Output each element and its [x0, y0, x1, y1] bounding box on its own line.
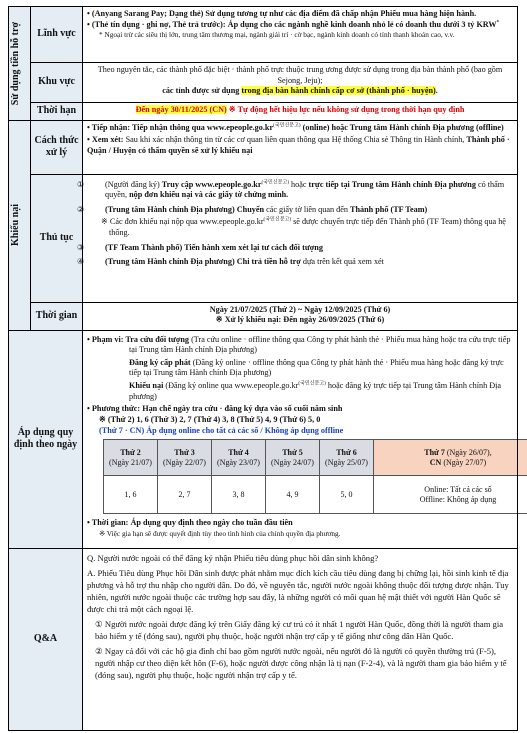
row-khu-vuc — [9, 63, 518, 103]
row-thu-tuc — [9, 174, 518, 302]
day-head-5: Thứ 6 (Ngày 25/07) — [320, 440, 374, 476]
step-4-text: dựa trên kết quả xem xét — [300, 257, 384, 267]
phuong-thuc-text: Hạn chế ngày tra cứu · đăng ký dựa vào số cuối năm sinh — [142, 404, 343, 414]
row-thoi-han — [9, 103, 518, 121]
label-linh-vuc: Lĩnh vực — [31, 7, 83, 63]
day-value-2: 2, 7 — [158, 476, 212, 514]
tiep-nhan-label: • Tiếp nhận: — [87, 122, 132, 132]
cell-thoi-gian — [83, 302, 518, 330]
pham-vi-label: • Phạm vi: — [87, 334, 126, 344]
pham-vi-complaint-sup: (국민신문고) — [298, 381, 326, 387]
cell-thoi-han — [83, 103, 518, 121]
step-1-submit: nộp đơn khiếu nại và các giấy tờ chứng minh. — [129, 190, 289, 200]
day-value-3: 3, 8 — [212, 476, 266, 514]
day-head-weekend: Thứ 7 (Ngày 26/07), CN (Ngày 27/07) — [374, 440, 527, 476]
thoi-gian-range: Ngày 21/07/2025 (Thứ 2) ~ Ngày 12/09/2025 (Thứ 6) — [209, 304, 391, 314]
day-head-1: Thứ 2 (Ngày 21/07) — [104, 440, 158, 476]
khu-vuc-line-1: Theo nguyên tắc, các thành phố đặc biệt · thành phố trực thuộc trung ương được sử dụng trong địa bàn thành phố (bao gồm Sejong, Jeju); — [97, 65, 503, 85]
step-2-target: Thành phố (TF Team) — [349, 204, 428, 214]
khu-vuc-highlight: trong địa bàn hành chính cấp cơ sở (thành phố · huyện) — [241, 86, 436, 96]
step-3-number: ③ — [77, 242, 85, 252]
day-head-3: Thứ 4 (Ngày 23/07) — [212, 440, 266, 476]
xem-xet-label: • Xem xét: — [87, 135, 126, 145]
label-thu-tuc: Thủ tục — [31, 174, 83, 302]
label-qa: Q&A — [9, 548, 83, 730]
step-3-text: (TF Team Thành phố) Tiến hành xem xét lại tư cách đối tượng — [105, 242, 323, 252]
step-1-mid: có thẩm quyền, — [105, 179, 505, 200]
row-linh-vuc — [9, 7, 518, 63]
cell-cach-thuc — [83, 120, 518, 174]
label-rule: Áp dụng quy định theo ngày — [9, 330, 83, 548]
step-4-number: ④ — [77, 257, 85, 267]
section-usage-label: Sử dụng tiền hỗ trợ — [10, 21, 21, 105]
step-1-or: hoặc — [288, 179, 309, 189]
day-value-weekend: Online: Tất cả các số Offline: Không áp dụng — [374, 476, 527, 514]
tiep-nhan-offline: Trung tâm Hành chính Địa phương (offline) — [349, 122, 504, 132]
label-cach-thuc: Cách thức xử lý — [31, 120, 83, 174]
day-table — [103, 439, 527, 514]
cell-thu-tuc — [77, 174, 518, 302]
xem-xet-authority: Thành phố · Quận / Huyện có thẩm quyền sẽ xử lý khiếu nại — [87, 135, 510, 155]
day-head-2: Thứ 3 (Ngày 22/07) — [158, 440, 212, 476]
linh-vuc-sup: * — [496, 19, 500, 25]
qa-point-1-number: ① — [95, 618, 103, 629]
qa-point-2-number: ② — [95, 645, 103, 656]
section-complaint-label: Khiếu nại — [10, 204, 21, 246]
phuong-thuc-label: • Phương thức: — [87, 404, 143, 414]
thoi-gian-rule-note: ※ Việc gia hạn sẽ được quyết định tùy theo tình hình của chính quyền địa phương. — [99, 529, 341, 539]
pham-vi-lookup-desc: (Tra cứu online · offline thông qua Công ty phát hành thẻ · Phiếu mua hàng hoặc tra cứu trực tiếp tại Trung tâm Hành chính Địa phương) — [129, 334, 511, 355]
policy-table — [8, 6, 518, 731]
cell-linh-vuc — [83, 7, 518, 63]
linh-vuc-note: * Ngoại trừ các siêu thị lớn, trung tâm thương mại, ngành giải trí · cờ bạc, ngành kinh doanh có tính thanh khoản cao, v.v. — [99, 30, 455, 40]
day-value-5: 5, 0 — [320, 476, 374, 514]
step-2-text: các giấy tờ liên quan đến — [264, 204, 350, 214]
step-2-note-sup: (국민신문고) — [263, 217, 292, 223]
step-1-actor: (Người đăng ký) — [105, 179, 162, 189]
phuong-thuc-list: ※ (Thứ 2) 1, 6 (Thứ 3) 2, 7 (Thứ 4) 3, 8 (Thứ 5) 4, 9 (Thứ 6) 5, 0 — [99, 415, 321, 425]
policy-document — [8, 6, 518, 728]
khu-vuc-line-2c: . — [435, 86, 438, 96]
row-cach-thuc — [9, 120, 518, 174]
qa-point-1: Người nước ngoài được đăng ký trên Giấy đăng ký cư trú có ít nhất 1 người Hàn Quốc, đồng thời là người tham gia bảo hiểm y tế (đóng sau), người phụ thuộc, hoặc người nhận trợ cấp y tế giống như công dân Hàn Quốc. — [95, 618, 504, 641]
day-table-header — [104, 440, 527, 476]
cell-khu-vuc — [83, 63, 518, 103]
pham-vi-lookup: Tra cứu đối tượng — [125, 334, 190, 344]
step-1-offline: trực tiếp tại Trung tâm Hành chính Địa phương — [308, 179, 476, 189]
step-1-sup: (국민신문고) — [261, 179, 289, 185]
thoi-han-date: Đến ngày 30/11/2025 (CN) — [135, 105, 227, 114]
linh-vuc-line-2: • (Thẻ tín dụng · ghi nợ, Thẻ trả trước): Áp dụng cho các ngành nghề kinh doanh nhỏ lẻ có doanh thu dưới 3 tỷ KRW — [87, 19, 497, 29]
day-value-1: 1, 6 — [104, 476, 158, 514]
step-2-note-b: sẽ được chuyển trực tiếp đến Thành phố (TF Team) thông qua hệ thống. — [109, 217, 506, 238]
section-usage — [9, 7, 31, 121]
pham-vi-register: Đăng ký cấp phát — [129, 357, 191, 367]
tiep-nhan-sup: (국민신문고) — [273, 122, 301, 128]
qa-answer: A. Phiếu Tiêu dùng Phục hồi Dân sinh được phát nhằm mục đích kích cầu tiêu dùng đang bị chững lại, hồi sinh kinh tế địa phương và hỗ trợ thu nhập cho người dân. Do đó, về nguyên tắc, người nước ngoài không thuộc đối tượng được nhận. Tuy nhiên, người nước ngoài thuộc các trường hợp sau đây, là những người có mối quan hệ mật thiết với người Hàn Quốc sẽ được chi trả một cách ngoại lệ. — [87, 567, 509, 614]
day-value-4: 4, 9 — [266, 476, 320, 514]
khu-vuc-line-2a: các tỉnh được sử dụng — [162, 86, 242, 96]
day-table-values — [104, 476, 527, 514]
thoi-gian-rule-label: • Thời gian: — [87, 518, 131, 528]
pham-vi-register-desc: (Đăng ký online · offline thông qua Công ty phát hành thẻ · Phiếu mua hàng hoặc đăng ký trực tiếp tại Trung tâm Hành chính Địa phương) — [129, 357, 504, 378]
step-1-access: Truy cập www.epeople.go.kr — [161, 179, 262, 189]
cell-qa — [83, 548, 518, 730]
qa-point-2: Ngay cả đối với các hộ gia đình chỉ bao gồm người nước ngoài, nếu người đó là người có quyền thường trú (F-5), người nhập cư theo diện kết hôn (F-6), hoặc người được công nhận là tị nạn (F-2-4), và là người tham gia bảo hiểm y tế (đóng sau), người phụ thuộc, hoặc người nhận trợ cấp y tế. — [95, 645, 507, 680]
thoi-gian-deadline: ※ Xử lý khiếu nại: Đến ngày 26/09/2025 (Thứ 6) — [215, 315, 385, 325]
thoi-han-note: ※ Tự động hết hiệu lực nếu không sử dụng trong thời hạn quy định — [226, 105, 465, 114]
step-1-number: ① — [77, 179, 85, 189]
qa-question: Q. Người nước ngoài có thể đăng ký nhận Phiếu tiêu dùng phục hồi dân sinh không? — [87, 552, 379, 563]
tiep-nhan-or: (online) hoặc — [300, 122, 350, 132]
linh-vuc-line-1: • (Anyang Sarang Pay; Dạng thẻ) Sử dụng tương tự như các địa điểm đã chấp nhận Phiếu mua hàng hiện hành. — [87, 9, 477, 18]
pham-vi-complaint: Khiếu nại — [129, 381, 164, 391]
row-rule — [9, 330, 518, 548]
row-thoi-gian — [9, 302, 518, 330]
day-head-4: Thứ 5 (Ngày 24/07) — [266, 440, 320, 476]
step-2-note-a: ※ Các đơn khiếu nại nộp qua www.epeople.go.kr — [101, 217, 264, 227]
label-thoi-han: Thời hạn — [31, 103, 83, 121]
step-4-actor: (Trung tâm Hành chính Địa phương) Chi trả tiền hỗ trợ — [105, 257, 301, 267]
label-khu-vuc: Khu vực — [31, 63, 83, 103]
label-thoi-gian: Thời gian — [31, 302, 83, 330]
thoi-gian-rule-text: Áp dụng quy định theo ngày cho tuần đầu tiên — [130, 518, 293, 528]
xem-xet-text: Sau khi xác nhận thông tin từ các cơ quan liên quan thông qua Hệ thống Chia sẻ Thông tin Hành chính, — [125, 135, 467, 145]
cell-rule — [83, 330, 518, 548]
step-2-actor: (Trung tâm Hành chính Địa phương) Chuyển — [105, 204, 265, 214]
phuong-thuc-weekend-note: (Thứ 7 · CN) Áp dụng online cho tất cả các số / Không áp dụng offline — [99, 425, 344, 435]
pham-vi-complaint-desc-a: (Đăng ký online qua www.epeople.go.kr — [163, 381, 299, 391]
row-qa — [9, 548, 518, 730]
tiep-nhan-text: Tiếp nhận thông qua www.epeople.go.kr — [131, 122, 274, 132]
step-2-number: ② — [77, 204, 85, 214]
section-complaint — [9, 120, 31, 330]
pham-vi-complaint-desc-b: hoặc đăng ký trực tiếp tại Trung tâm Hành chính Địa phương) — [129, 381, 502, 401]
